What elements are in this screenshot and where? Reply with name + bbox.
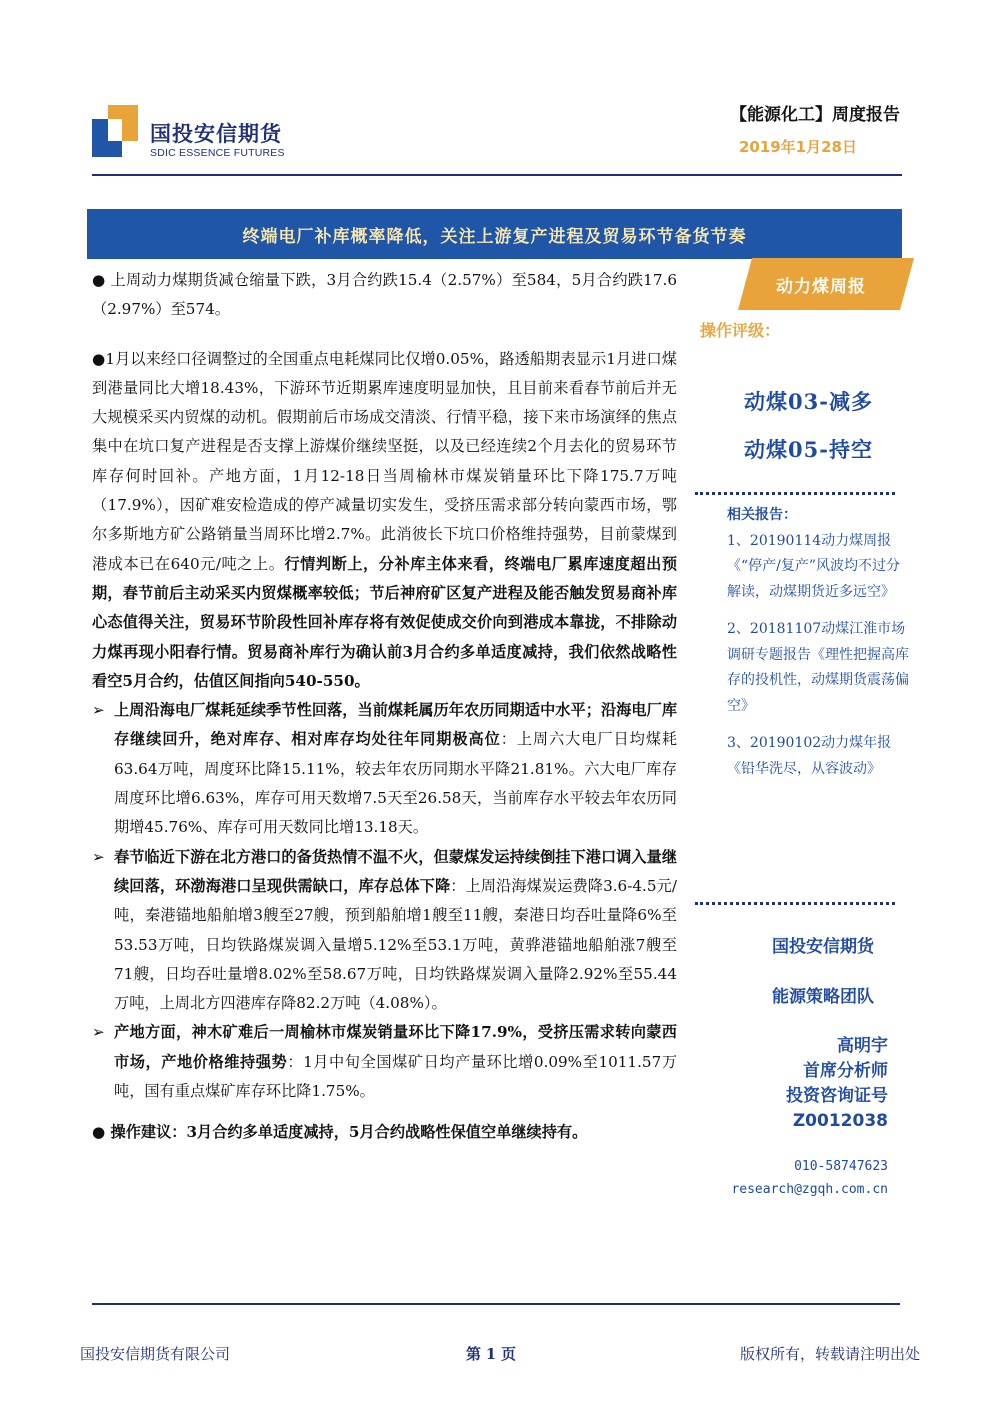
arrow-bullet-icon: ➢	[92, 1023, 105, 1042]
footer-copyright: 版权所有，转载请注明出处	[739, 1345, 920, 1363]
arrow-bullet-icon: ➢	[92, 701, 105, 720]
list-item	[92, 1018, 677, 1106]
operation-rating-label: 操作评级：	[700, 321, 781, 340]
phone-number: 010-58747623	[794, 1159, 888, 1174]
footer-divider	[92, 1303, 900, 1305]
main-content	[92, 266, 677, 1148]
list-item	[92, 843, 677, 1019]
email-link[interactable]: research@zgqh.com.cn	[731, 1182, 888, 1197]
analysis-paragraph	[92, 345, 677, 697]
related-reports	[727, 503, 912, 782]
certificate-number: Z0012038	[792, 1111, 888, 1131]
report-type: 【能源化工】周度报告	[730, 105, 900, 125]
bullet-heading: 上周沿海电厂煤耗延续季节性回落，当前煤耗属历年农历同期适中水平；沿海电厂库存继续回升，绝对库存、相对库存均处往年同期极高位	[114, 701, 677, 749]
report-tag: 动力煤周报	[776, 277, 866, 297]
report-title: 终端电厂补库概率降低，关注上游复产进程及贸易环节备货节奏	[242, 226, 747, 247]
rating-03: 动煤03-减多	[744, 389, 873, 414]
bullet-heading: 产地方面，神木矿难后一周榆林市煤炭销量环比下降17.9%，受挤压需求转向蒙西市场，产地价格维持强势	[114, 1023, 677, 1071]
arrow-bullet-icon: ➢	[92, 847, 105, 866]
dotted-divider	[695, 492, 895, 495]
analyst-title: 首席分析师	[803, 1061, 888, 1081]
analysis-text: ●1月以来经口径调整过的全国重点电耗煤同比仅增0.05%，路透船期表显示1月进口煤到港量同比大增18.43%，下游环节近期累库速度明显加快，且目前来看春节前后并无大规模采买内贸煤的动机。假期前后市场成交清淡、行情平稳，接下来市场演绎的焦点集中在坑口复产进程是否支撑上游煤价继续坚挺，以及已经连续2个月去化的贸易环节库存何时回补。产地方面，1月12-18日当周榆林市煤炭销量环比下降175.7万吨（17.9%），因矿难安检造成的停产减量切实发生，受挤压需求部分转向蒙西市场，鄂尔多斯地方矿公路销量当周环比增2.7%。此消彼长下坑口价格维持强势，目前蒙煤到港成本已在640元/吨之上。	[92, 349, 677, 573]
company-name-cn: 国投安信期货	[150, 122, 282, 146]
analyst-name: 高明宇	[837, 1036, 888, 1056]
bullet-text: ：上周沿海煤炭运费降3.6-4.5元/吨，秦港锚地船舶增3艘至27艘，预到船舶增1艘至11艘，秦港日均吞吐量降6%至53.53万吨，日均铁路煤炭调入量增5.12%至53.1万吨，黄骅港锚地船舶涨7艘至71艘，日均吞吐量增8.02%至58.67万吨，日均铁路煤炭调入量降2.92%至55.44万吨，上周北方四港库存降82.2万吨（4.08%）。	[114, 876, 677, 1013]
related-report-link[interactable]: 1、20190114动力煤周报《“停产/复产”风波均不过分解读，动煤期货近多远空》	[727, 532, 901, 600]
certificate-label: 投资咨询证号	[786, 1086, 888, 1106]
bullet-text: ：1月中旬全国煤矿日均产量环比增0.09%至1011.57万吨，国有重点煤矿库存环比降1.75%。	[114, 1052, 678, 1101]
report-date: 2019年1月28日	[738, 138, 857, 156]
footer-company: 国投安信期货有限公司	[80, 1345, 231, 1363]
sidebar-company: 国投安信期货	[772, 937, 874, 957]
operation-advice: ● 操作建议：3月合约多单适度减持，5月合约战略性保值空单继续持有。	[92, 1123, 588, 1142]
related-report-link[interactable]: 2、20181107动煤江淮市场调研专题报告《理性把握高库存的投机性，动煤期货震荡偏空》	[727, 621, 909, 714]
title-banner	[87, 209, 902, 259]
sidebar-team: 能源策略团队	[772, 987, 874, 1007]
page-number: 第 1 页	[466, 1345, 517, 1363]
contact-info	[731, 1155, 888, 1201]
header-divider	[92, 174, 902, 176]
related-report-link[interactable]: 3、20190102动力煤年报《铅华洗尽，从容波动》	[727, 735, 892, 777]
company-logo-icon	[92, 105, 138, 157]
rating-05: 动煤05-持空	[744, 437, 873, 462]
related-reports-heading: 相关报告：	[727, 507, 797, 523]
analysis-judgment: 行情判断上，分补库主体来看，终端电厂累库速度超出预期，春节前后主动采买内贸煤概率较低；节后神府矿区复产进程及能否触发贸易商补库心态值得关注，贸易环节阶段性回补库存将有效促使成交价向到港成本靠拢，不排除动力煤再现小阳春行情。贸易商补库行为确认前3月合约多单适度减持，我们依然战略性看空5月合约，估值区间指向540-550。	[92, 554, 678, 690]
summary-paragraph: ● 上周动力煤期货减仓缩量下跌，3月合约跌15.4（2.57%）至584，5月合约跌17.6（2.97%）至574。	[92, 271, 677, 319]
analyst-info	[786, 1034, 888, 1134]
company-name-en: SDIC ESSENCE FUTURES	[150, 147, 285, 159]
bullet-heading: 春节临近下游在北方港口的备货热情不温不火，但蒙煤发运持续倒挂下港口调入量继续回落，环渤海港口呈现供需缺口，库存总体下降	[114, 847, 677, 895]
bullet-text: ：上周六大电厂日均煤耗63.64万吨，周度环比降15.11%，较去年农历同期水平降21.81%。六大电厂库存周度环比增6.63%，库存可用天数增7.5天至26.58天，当前库存水平较去年农历同期增45.76%、库存可用天数同比增13.18天。	[114, 730, 678, 837]
list-item	[92, 696, 677, 842]
dotted-divider	[695, 902, 895, 905]
